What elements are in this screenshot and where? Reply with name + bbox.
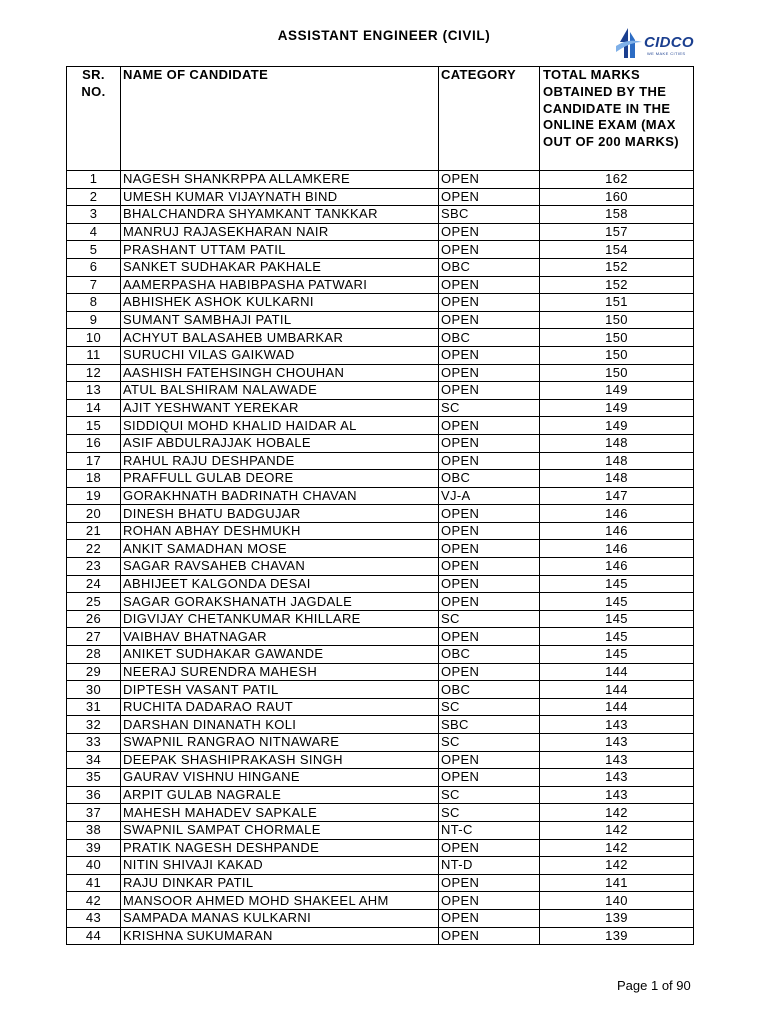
cell-name: SUMANT SAMBHAJI PATIL (121, 311, 439, 329)
cell-marks: 140 (540, 892, 694, 910)
cell-name: MAHESH MAHADEV SAPKALE (121, 804, 439, 822)
cell-sr-no: 33 (67, 734, 121, 752)
cell-category: OPEN (439, 839, 540, 857)
cell-sr-no: 44 (67, 927, 121, 945)
cell-marks: 162 (540, 171, 694, 189)
cell-category: SBC (439, 716, 540, 734)
table-row (67, 382, 694, 400)
table-row (67, 839, 694, 857)
table-row (67, 223, 694, 241)
cell-marks: 142 (540, 857, 694, 875)
cell-category: OPEN (439, 452, 540, 470)
cell-sr-no: 38 (67, 821, 121, 839)
table-header-row (67, 67, 694, 171)
cell-marks: 145 (540, 646, 694, 664)
table-row (67, 575, 694, 593)
cell-category: OPEN (439, 346, 540, 364)
table-row (67, 857, 694, 875)
cell-sr-no: 42 (67, 892, 121, 910)
table-row (67, 927, 694, 945)
cell-sr-no: 40 (67, 857, 121, 875)
cell-name: ARPIT GULAB NAGRALE (121, 786, 439, 804)
table-row (67, 241, 694, 259)
cell-category: OPEN (439, 241, 540, 259)
table-row (67, 364, 694, 382)
cell-category: SC (439, 610, 540, 628)
cell-category: OPEN (439, 892, 540, 910)
cell-name: KRISHNA SUKUMARAN (121, 927, 439, 945)
table-row (67, 769, 694, 787)
cell-sr-no: 25 (67, 593, 121, 611)
cell-sr-no: 24 (67, 575, 121, 593)
cell-category: OPEN (439, 769, 540, 787)
cell-name: PRAFFULL GULAB DEORE (121, 470, 439, 488)
cell-sr-no: 43 (67, 909, 121, 927)
cell-category: OPEN (439, 434, 540, 452)
cell-marks: 139 (540, 927, 694, 945)
cell-marks: 146 (540, 540, 694, 558)
table-body (67, 171, 694, 945)
cell-category: OPEN (439, 927, 540, 945)
cell-category: OPEN (439, 751, 540, 769)
cell-marks: 145 (540, 593, 694, 611)
cell-category: SBC (439, 206, 540, 224)
cell-sr-no: 10 (67, 329, 121, 347)
cell-sr-no: 34 (67, 751, 121, 769)
cell-name: UMESH KUMAR VIJAYNATH BIND (121, 188, 439, 206)
cell-sr-no: 1 (67, 171, 121, 189)
cell-name: AAMERPASHA HABIBPASHA PATWARI (121, 276, 439, 294)
cell-name: SAGAR RAVSAHEB CHAVAN (121, 558, 439, 576)
cell-name: GORAKHNATH BADRINATH CHAVAN (121, 487, 439, 505)
table-row (67, 276, 694, 294)
cell-sr-no: 2 (67, 188, 121, 206)
cell-category: OPEN (439, 540, 540, 558)
page-number: Page 1 of 90 (617, 978, 691, 993)
header-sr-no: SR. NO. (67, 67, 121, 171)
table-row (67, 311, 694, 329)
cell-sr-no: 28 (67, 646, 121, 664)
cell-name: ATUL BALSHIRAM NALAWADE (121, 382, 439, 400)
table-row (67, 540, 694, 558)
cell-sr-no: 8 (67, 294, 121, 312)
cell-marks: 142 (540, 839, 694, 857)
cell-marks: 152 (540, 276, 694, 294)
cell-sr-no: 13 (67, 382, 121, 400)
cell-category: OPEN (439, 223, 540, 241)
cell-marks: 151 (540, 294, 694, 312)
cell-marks: 146 (540, 505, 694, 523)
table-row (67, 206, 694, 224)
table-row (67, 698, 694, 716)
table-row (67, 258, 694, 276)
table-row (67, 171, 694, 189)
cell-name: BHALCHANDRA SHYAMKANT TANKKAR (121, 206, 439, 224)
cell-sr-no: 27 (67, 628, 121, 646)
cell-category: OPEN (439, 294, 540, 312)
cell-marks: 160 (540, 188, 694, 206)
cell-sr-no: 31 (67, 698, 121, 716)
cell-category: OPEN (439, 311, 540, 329)
cell-name: ASIF ABDULRAJJAK HOBALE (121, 434, 439, 452)
cell-marks: 150 (540, 346, 694, 364)
cell-marks: 143 (540, 786, 694, 804)
cell-marks: 148 (540, 470, 694, 488)
cell-marks: 154 (540, 241, 694, 259)
header-name: NAME OF CANDIDATE (121, 67, 439, 171)
cell-category: OPEN (439, 276, 540, 294)
cell-name: ACHYUT BALASAHEB UMBARKAR (121, 329, 439, 347)
cidco-logo (614, 26, 710, 62)
cell-sr-no: 37 (67, 804, 121, 822)
cell-name: SAMPADA MANAS KULKARNI (121, 909, 439, 927)
cell-category: OBC (439, 646, 540, 664)
cell-name: DINESH BHATU BADGUJAR (121, 505, 439, 523)
cell-sr-no: 26 (67, 610, 121, 628)
cell-name: DEEPAK SHASHIPRAKASH SINGH (121, 751, 439, 769)
cell-category: OPEN (439, 364, 540, 382)
cell-sr-no: 15 (67, 417, 121, 435)
cell-category: SC (439, 804, 540, 822)
cell-sr-no: 39 (67, 839, 121, 857)
cell-marks: 143 (540, 751, 694, 769)
cell-marks: 139 (540, 909, 694, 927)
cell-category: OPEN (439, 593, 540, 611)
cell-marks: 149 (540, 417, 694, 435)
cell-marks: 158 (540, 206, 694, 224)
cell-category: SC (439, 399, 540, 417)
cell-name: ABHISHEK ASHOK KULKARNI (121, 294, 439, 312)
cell-marks: 147 (540, 487, 694, 505)
cell-name: NEERAJ SURENDRA MAHESH (121, 663, 439, 681)
table-row (67, 558, 694, 576)
cell-category: OBC (439, 470, 540, 488)
cell-category: OPEN (439, 558, 540, 576)
cell-name: SIDDIQUI MOHD KHALID HAIDAR AL (121, 417, 439, 435)
cell-category: OPEN (439, 909, 540, 927)
table-row (67, 874, 694, 892)
cell-marks: 143 (540, 769, 694, 787)
cell-marks: 146 (540, 522, 694, 540)
cell-name: GAURAV VISHNU HINGANE (121, 769, 439, 787)
cell-name: RUCHITA DADARAO RAUT (121, 698, 439, 716)
cell-sr-no: 14 (67, 399, 121, 417)
cell-name: NITIN SHIVAJI KAKAD (121, 857, 439, 875)
cell-sr-no: 22 (67, 540, 121, 558)
cell-category: OBC (439, 329, 540, 347)
table-row (67, 610, 694, 628)
cell-category: SC (439, 786, 540, 804)
cell-category: OPEN (439, 171, 540, 189)
cell-sr-no: 3 (67, 206, 121, 224)
cell-name: AASHISH FATEHSINGH CHOUHAN (121, 364, 439, 382)
cell-category: OPEN (439, 417, 540, 435)
cell-category: OPEN (439, 575, 540, 593)
cell-sr-no: 4 (67, 223, 121, 241)
header-marks: TOTAL MARKS OBTAINED BY THE CANDIDATE IN THE ONLINE EXAM (MAX OUT OF 200 MARKS) (540, 67, 694, 171)
cell-sr-no: 35 (67, 769, 121, 787)
cell-sr-no: 41 (67, 874, 121, 892)
cell-name: RAJU DINKAR PATIL (121, 874, 439, 892)
cell-marks: 150 (540, 311, 694, 329)
cell-name: ANKIT SAMADHAN MOSE (121, 540, 439, 558)
cell-marks: 157 (540, 223, 694, 241)
cell-name: DIGVIJAY CHETANKUMAR KHILLARE (121, 610, 439, 628)
table-row (67, 452, 694, 470)
cell-name: ROHAN ABHAY DESHMUKH (121, 522, 439, 540)
cell-marks: 143 (540, 734, 694, 752)
cell-marks: 142 (540, 821, 694, 839)
cell-name: DARSHAN DINANATH KOLI (121, 716, 439, 734)
cell-sr-no: 12 (67, 364, 121, 382)
cell-sr-no: 21 (67, 522, 121, 540)
table-row (67, 188, 694, 206)
table-row (67, 505, 694, 523)
cell-category: OPEN (439, 188, 540, 206)
table-row (67, 892, 694, 910)
cell-category: OPEN (439, 382, 540, 400)
table-row (67, 821, 694, 839)
cell-name: SANKET SUDHAKAR PAKHALE (121, 258, 439, 276)
cell-category: NT-C (439, 821, 540, 839)
cell-sr-no: 30 (67, 681, 121, 699)
cell-marks: 144 (540, 698, 694, 716)
cell-category: OPEN (439, 628, 540, 646)
cell-name: ANIKET SUDHAKAR GAWANDE (121, 646, 439, 664)
cell-sr-no: 6 (67, 258, 121, 276)
table-row (67, 593, 694, 611)
cell-name: DIPTESH VASANT PATIL (121, 681, 439, 699)
table-row (67, 434, 694, 452)
cell-marks: 145 (540, 610, 694, 628)
table-row (67, 522, 694, 540)
cell-name: SWAPNIL SAMPAT CHORMALE (121, 821, 439, 839)
table-row (67, 329, 694, 347)
cell-name: MANSOOR AHMED MOHD SHAKEEL AHM (121, 892, 439, 910)
cell-category: OPEN (439, 505, 540, 523)
cell-sr-no: 20 (67, 505, 121, 523)
cell-sr-no: 16 (67, 434, 121, 452)
cell-marks: 148 (540, 434, 694, 452)
cell-name: PRASHANT UTTAM PATIL (121, 241, 439, 259)
cell-marks: 152 (540, 258, 694, 276)
cell-category: OBC (439, 258, 540, 276)
table-row (67, 716, 694, 734)
results-table (66, 66, 694, 945)
table-row (67, 294, 694, 312)
table-row (67, 909, 694, 927)
cell-marks: 143 (540, 716, 694, 734)
cell-marks: 142 (540, 804, 694, 822)
table-row (67, 417, 694, 435)
logo-name: CIDCO (644, 34, 694, 51)
header-category: CATEGORY (439, 67, 540, 171)
cell-category: OPEN (439, 663, 540, 681)
cell-marks: 141 (540, 874, 694, 892)
cell-sr-no: 32 (67, 716, 121, 734)
cell-marks: 145 (540, 628, 694, 646)
cell-category: SC (439, 698, 540, 716)
table-row (67, 786, 694, 804)
cell-category: OPEN (439, 874, 540, 892)
logo-tagline: WE MAKE CITIES (647, 51, 686, 56)
table-row (67, 646, 694, 664)
cidco-emblem-icon (614, 26, 644, 60)
cell-sr-no: 17 (67, 452, 121, 470)
cell-sr-no: 9 (67, 311, 121, 329)
page-title: ASSISTANT ENGINEER (CIVIL) (277, 28, 491, 43)
cell-sr-no: 5 (67, 241, 121, 259)
table-row (67, 628, 694, 646)
cell-name: SAGAR GORAKSHANATH JAGDALE (121, 593, 439, 611)
cell-name: MANRUJ RAJASEKHARAN NAIR (121, 223, 439, 241)
cell-marks: 144 (540, 663, 694, 681)
table-row (67, 487, 694, 505)
table-row (67, 663, 694, 681)
cell-category: VJ-A (439, 487, 540, 505)
cell-sr-no: 19 (67, 487, 121, 505)
cell-sr-no: 23 (67, 558, 121, 576)
cell-name: RAHUL RAJU DESHPANDE (121, 452, 439, 470)
table-row (67, 399, 694, 417)
table-row (67, 470, 694, 488)
cell-marks: 144 (540, 681, 694, 699)
cell-name: ABHIJEET KALGONDA DESAI (121, 575, 439, 593)
cell-name: SWAPNIL RANGRAO NITNAWARE (121, 734, 439, 752)
table-row (67, 346, 694, 364)
cell-marks: 148 (540, 452, 694, 470)
cell-name: SURUCHI VILAS GAIKWAD (121, 346, 439, 364)
cell-sr-no: 29 (67, 663, 121, 681)
cell-category: NT-D (439, 857, 540, 875)
cell-name: NAGESH SHANKRPPA ALLAMKERE (121, 171, 439, 189)
table-row (67, 751, 694, 769)
cell-sr-no: 36 (67, 786, 121, 804)
cell-marks: 150 (540, 364, 694, 382)
cell-marks: 146 (540, 558, 694, 576)
cell-category: OPEN (439, 522, 540, 540)
cell-category: SC (439, 734, 540, 752)
table-row (67, 681, 694, 699)
cell-marks: 149 (540, 382, 694, 400)
table-row (67, 734, 694, 752)
cell-marks: 145 (540, 575, 694, 593)
cell-name: VAIBHAV BHATNAGAR (121, 628, 439, 646)
table-row (67, 804, 694, 822)
cell-sr-no: 7 (67, 276, 121, 294)
cell-name: AJIT YESHWANT YEREKAR (121, 399, 439, 417)
cell-category: OBC (439, 681, 540, 699)
cell-sr-no: 18 (67, 470, 121, 488)
cell-name: PRATIK NAGESH DESHPANDE (121, 839, 439, 857)
cell-sr-no: 11 (67, 346, 121, 364)
cell-marks: 150 (540, 329, 694, 347)
cell-marks: 149 (540, 399, 694, 417)
